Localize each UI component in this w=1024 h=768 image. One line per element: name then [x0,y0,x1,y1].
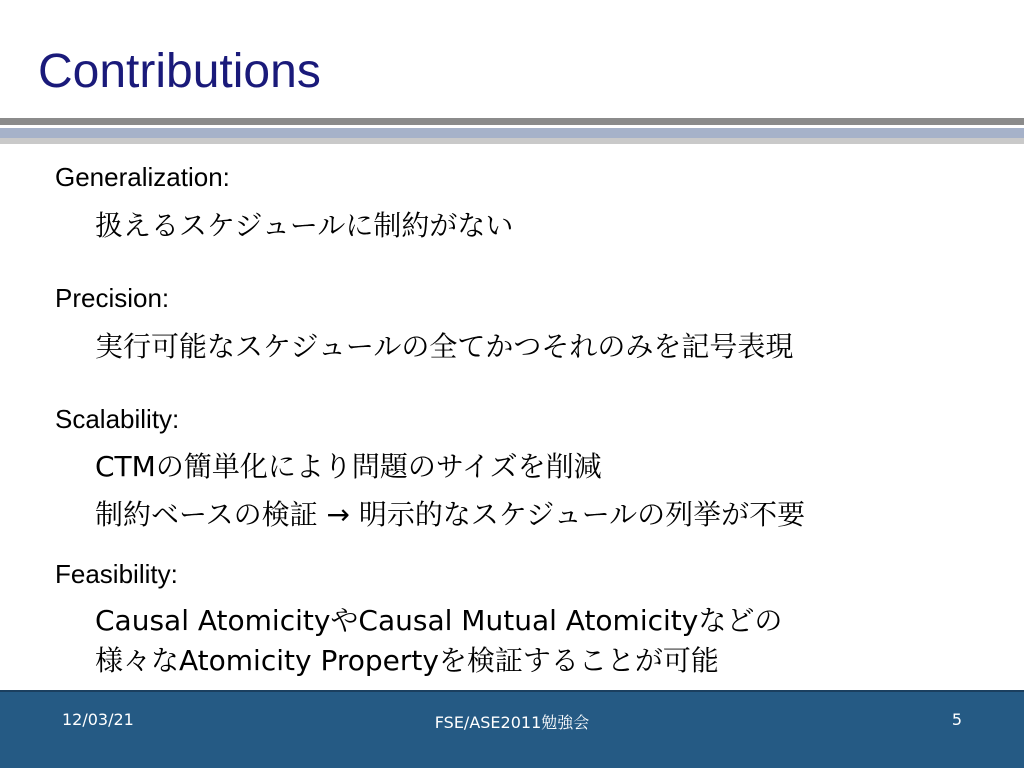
section-heading-precision: Precision: [55,283,170,313]
section-heading-scalability: Scalability: [55,404,180,434]
section-heading-feasibility: Feasibility: [55,559,178,589]
footer-event-title: FSE/ASE2011勉強会 [434,713,590,732]
slide-title: Contributions [38,45,321,98]
section-line-generalization-1: 扱えるスケジュールに制約がない [95,209,514,242]
section-line-precision-1: 実行可能なスケジュールの全てかつそれのみを記号表現 [95,330,794,363]
footer-date: 12/03/21 [62,710,134,729]
slide-footer [0,690,1024,768]
section-line-scalability-2: 制約ベースの検証 → 明示的なスケジュールの列挙が不要 [95,498,806,531]
footer-page-number: 5 [951,710,962,729]
section-line-scalability-1: CTMの簡単化により問題のサイズを削減 [95,450,602,483]
section-heading-generalization: Generalization: [55,162,230,192]
section-line-feasibility-2: 様々なAtomicity Propertyを検証することが可能 [95,644,719,677]
section-line-feasibility-1: Causal AtomicityやCausal Mutual Atomicityなどの [95,604,783,637]
